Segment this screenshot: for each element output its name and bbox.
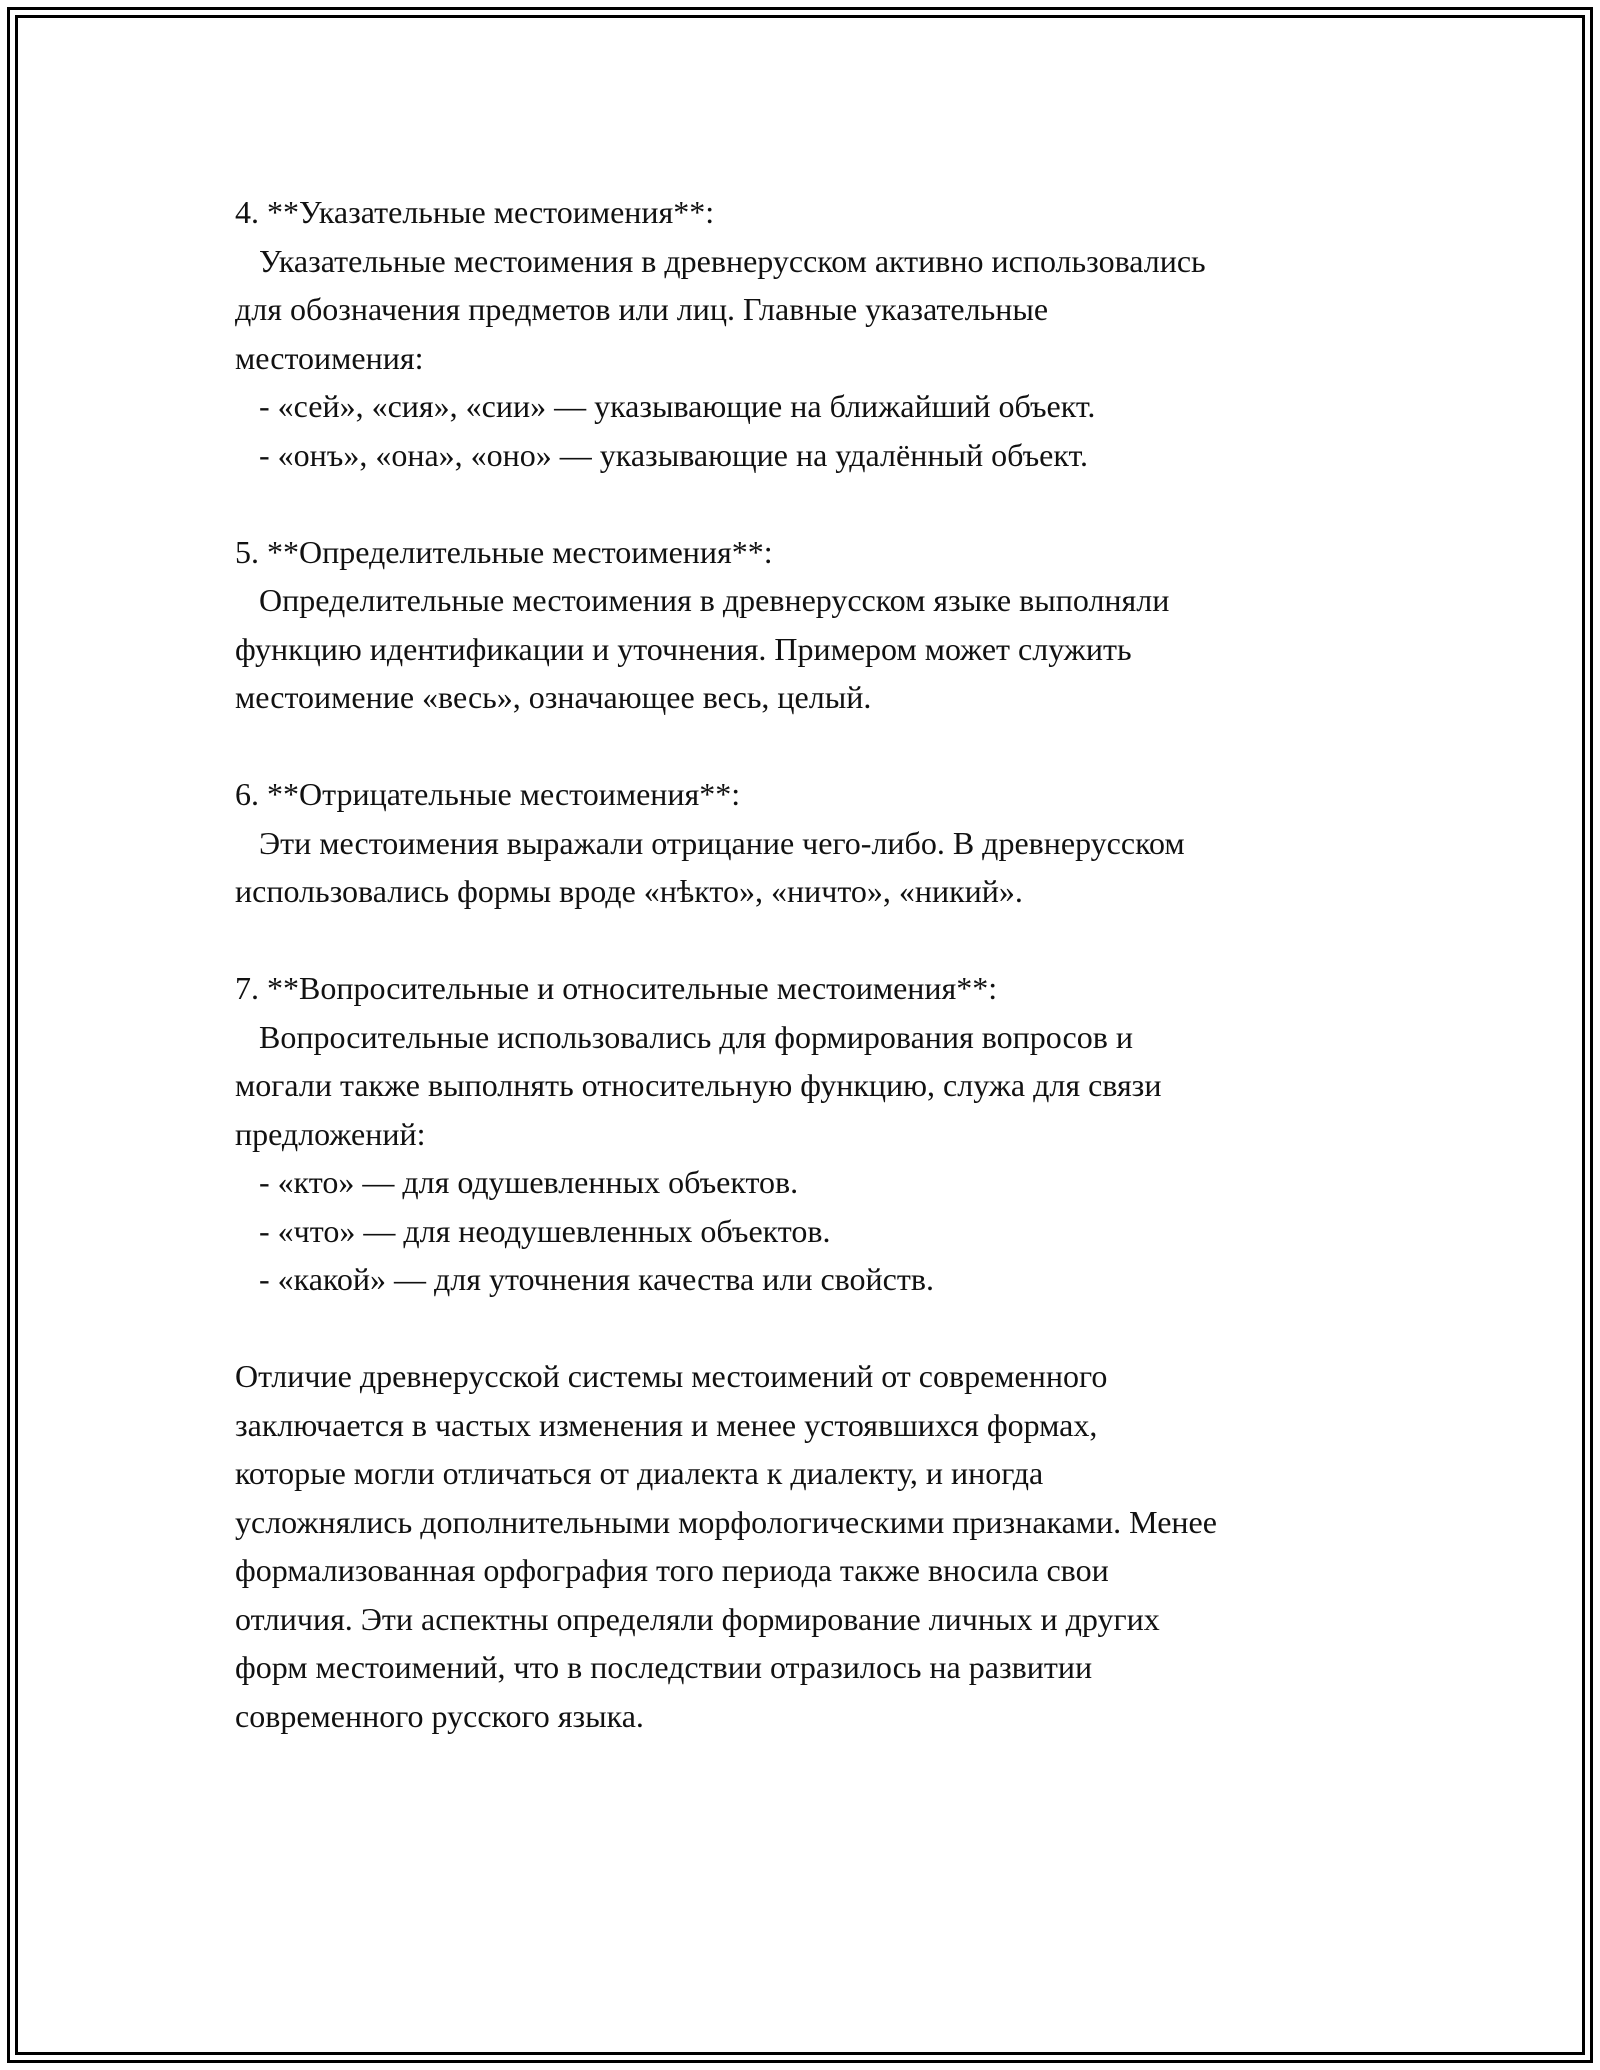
conclusion-line: формализованная орфография того периода также вносила свои xyxy=(235,1552,1109,1588)
text-line: предложений: xyxy=(235,1115,426,1152)
section-heading-interrogative: 7. **Вопросительные и относительные местоимения**: xyxy=(235,970,998,1006)
text-line: использовались формы вроде «нѣкто», «ничто», «никий». xyxy=(235,873,1023,909)
list-item: - «какой» — для уточнения качества или свойств. xyxy=(235,1261,934,1297)
conclusion-line: усложнялись дополнительными морфологическими признаками. Менее xyxy=(235,1503,1217,1540)
conclusion-line: форм местоимений, что в последствии отразилось на развитии xyxy=(235,1649,1093,1685)
text-line: Вопросительные использовались для формирования вопросов и xyxy=(235,1018,1133,1055)
conclusion-line: современного русского языка. xyxy=(235,1697,644,1734)
list-item: - «что» — для неодушевленных объектов. xyxy=(235,1212,831,1249)
list-item: - «сей», «сия», «сии» — указывающие на ближайший объект. xyxy=(235,388,1096,424)
conclusion-line: отличия. Эти аспектны определяли формирование личных и других xyxy=(235,1600,1160,1637)
conclusion-line: заключается в частых изменения и менее устоявшихся формах, xyxy=(235,1406,1098,1443)
section-heading-demonstrative: 4. **Указательные местоимения**: xyxy=(235,194,715,230)
section-heading-negative: 6. **Отрицательные местоимения**: xyxy=(235,776,741,812)
text-line: Эти местоимения выражали отрицание чего-либо. В древнерусском xyxy=(235,824,1185,861)
text-line: местоимение «весь», означающее весь, целый. xyxy=(235,679,872,715)
conclusion-line: Отличие древнерусской системы местоимений от современного xyxy=(235,1358,1108,1394)
text-line: местоимения: xyxy=(235,339,424,376)
conclusion-line: которые могли отличаться от диалекта к диалекту, и иногда xyxy=(235,1455,1044,1491)
list-item: - «онъ», «она», «оно» — указывающие на удалённый объект. xyxy=(235,436,1089,473)
paragraph-spacer xyxy=(235,1304,1385,1353)
text-line: Указательные местоимения в древнерусском активно использовались xyxy=(235,242,1206,279)
text-line: Определительные местоимения в древнерусском языке выполняли xyxy=(235,582,1170,618)
text-line: могали также выполнять относительную функцию, служа для связи xyxy=(235,1067,1162,1103)
list-item: - «кто» — для одушевленных объектов. xyxy=(235,1164,799,1200)
text-line: для обозначения предметов или лиц. Главные указательные xyxy=(235,291,1049,327)
text-line: функцию идентификации и уточнения. Примером может служить xyxy=(235,630,1132,667)
paragraph-spacer xyxy=(235,479,1385,528)
paragraph-spacer xyxy=(235,722,1385,771)
document-body xyxy=(235,188,1385,1740)
section-heading-determinative: 5. **Определительные местоимения**: xyxy=(235,533,773,570)
paragraph-spacer xyxy=(235,916,1385,965)
